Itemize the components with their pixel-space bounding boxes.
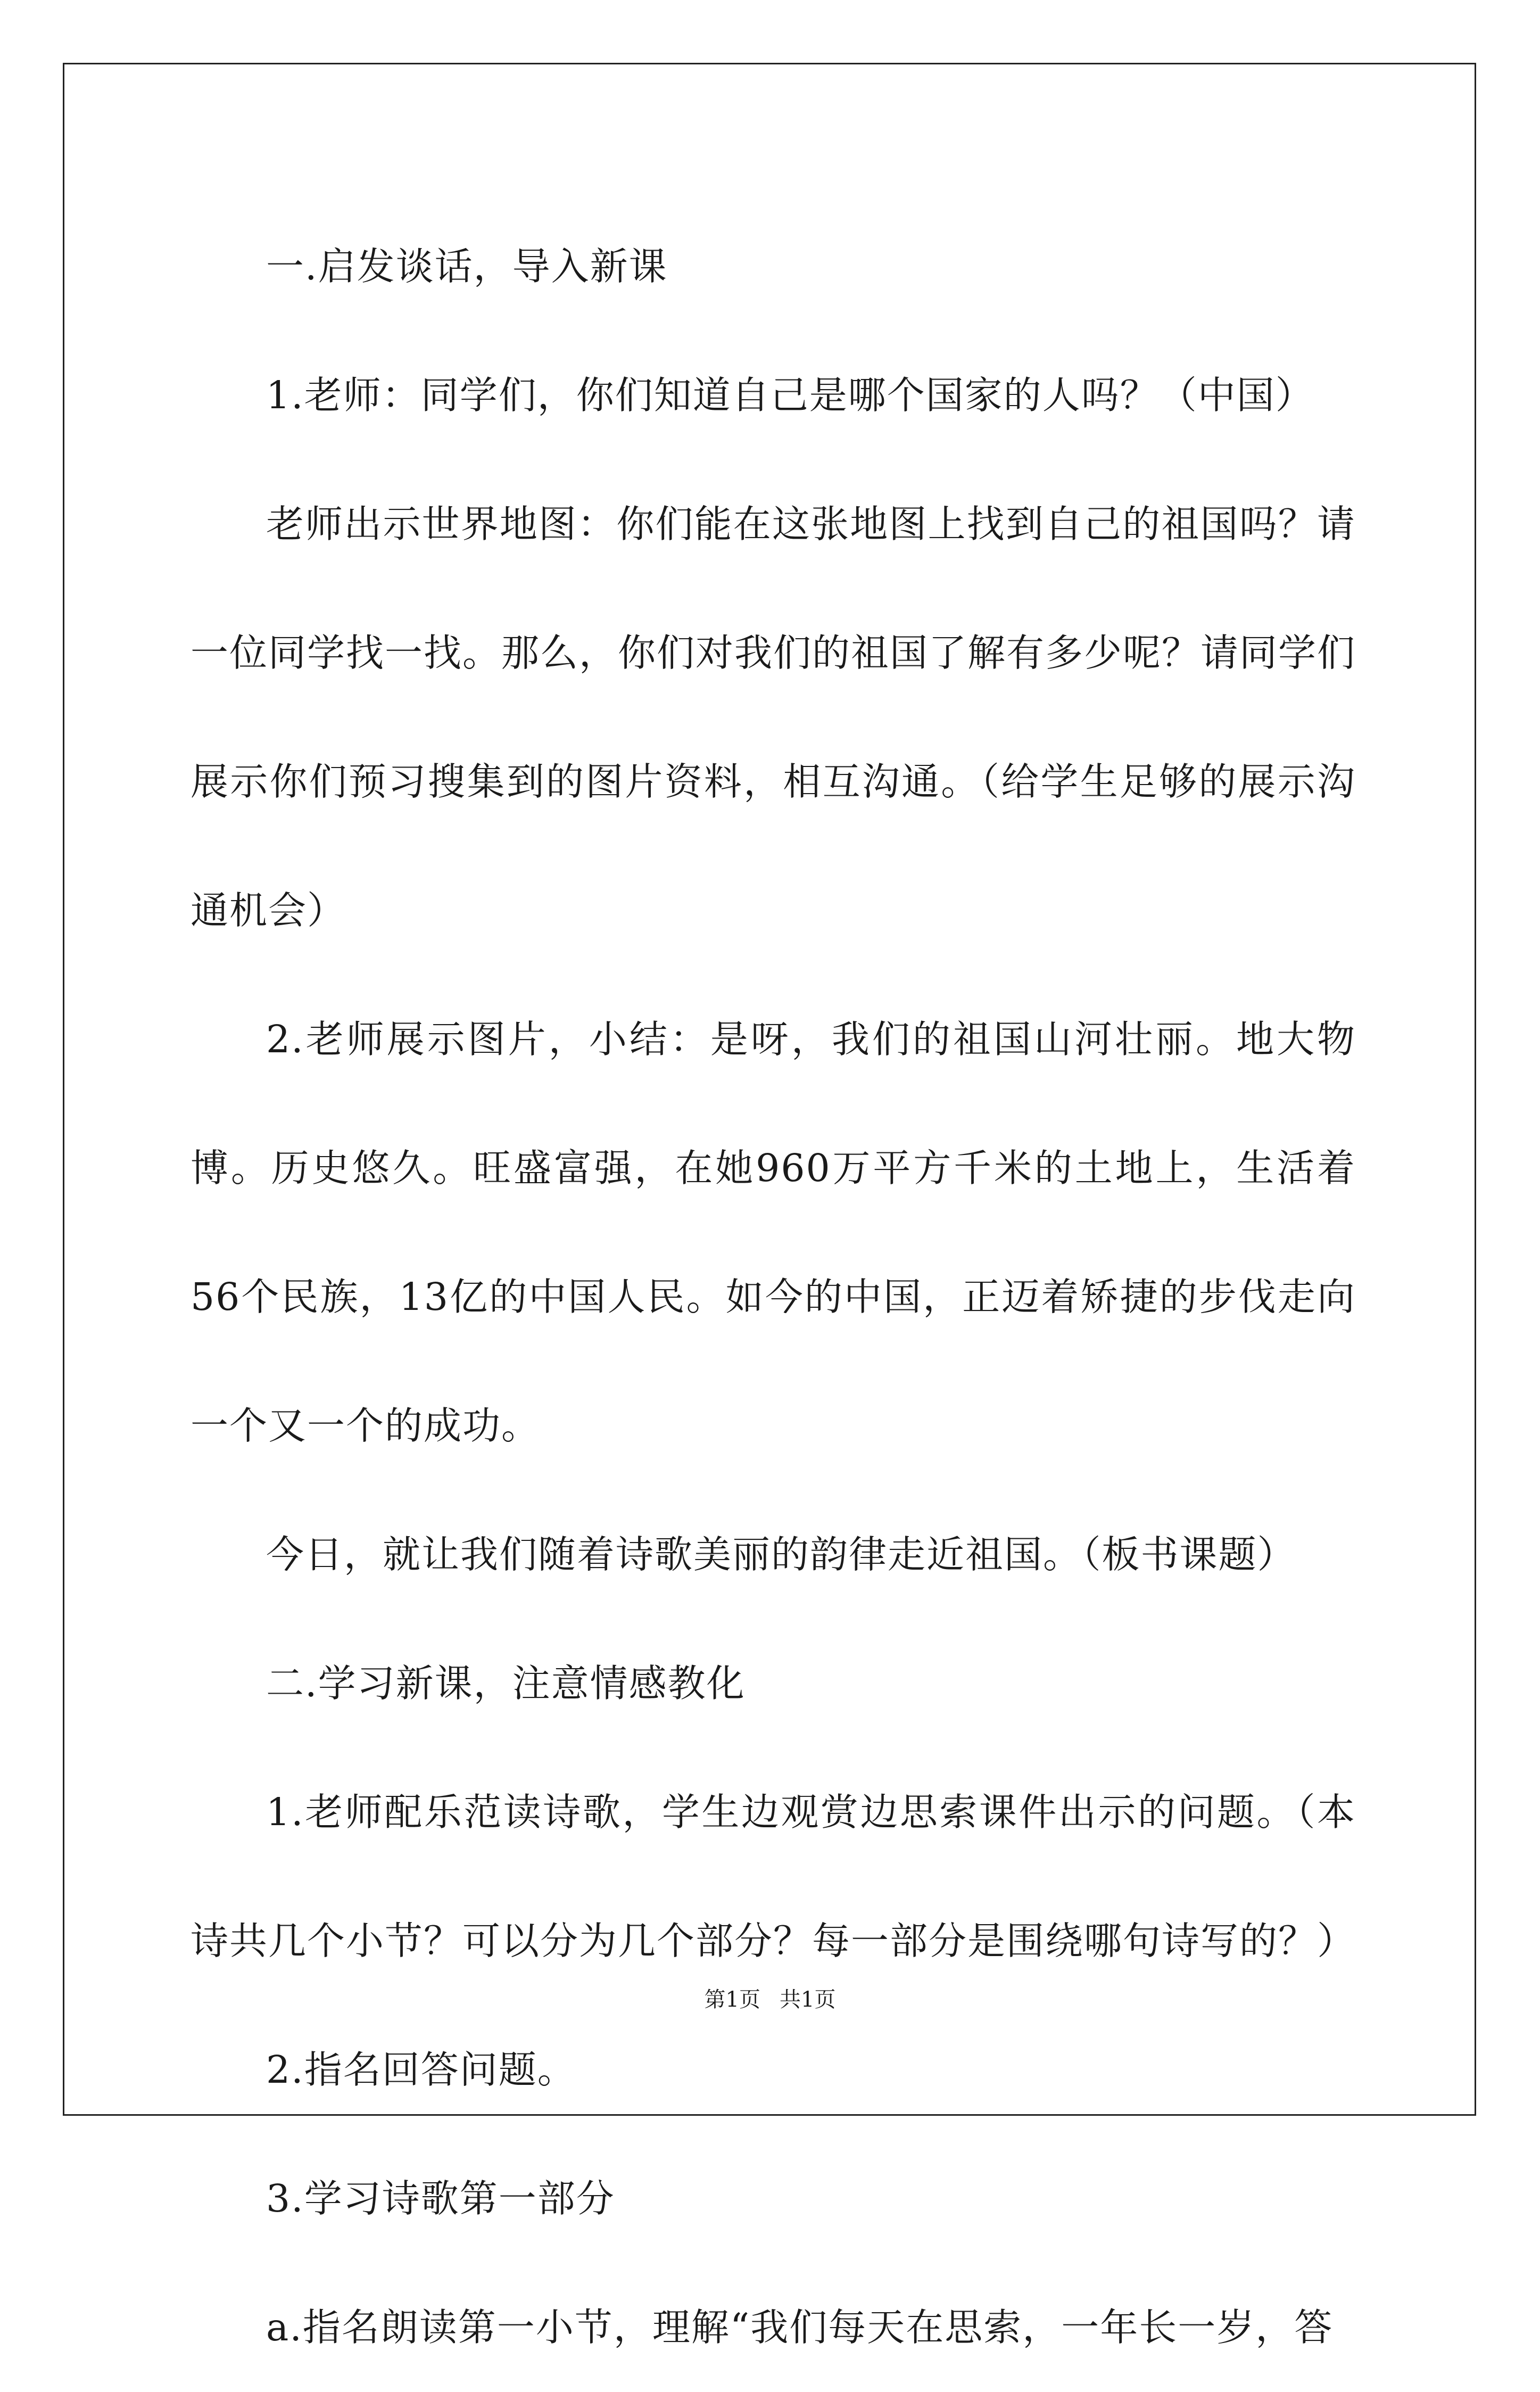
paragraph: 今日，就让我们随着诗歌美丽的韵律走近祖国。（板书课题） [266,1532,1296,1577]
paragraph: 2.指名回答问题。 [266,2048,576,2092]
page-total: 共1页 [780,1987,836,2012]
page-footer [0,1983,1540,2013]
paragraph: 老师出示世界地图：你们能在这张地图上找到自己的祖国吗？请一位同学找一找。那么，你们对我们的祖国了解有多少呢？请同学们展示你们预习搜集到的图片资料，相互沟通。（给学生足够的展示沟通机会） [191,502,1356,933]
page-number: 第1页 [704,1987,760,2012]
paragraph: 3.学习诗歌第一部分 [266,2176,615,2221]
document-body [191,202,1356,2392]
paragraph: a.指名朗读第一小节，理解“我们每天在思索，一年长一岁，答 [266,2305,1334,2349]
paragraph: 二.学习新课，注意情感教化 [266,1661,746,1705]
paragraph: 一.启发谈话，导入新课 [266,244,668,288]
paragraph: 1.老师：同学们，你们知道自己是哪个国家的人吗？（中国） [266,373,1314,417]
paragraph: 1.老师配乐范读诗歌，学生边观赏边思索课件出示的问题。（本诗共几个小节？可以分为几个部分？每一部分是围绕哪句诗写的？） [191,1790,1356,1963]
paragraph: 2.老师展示图片，小结：是呀，我们的祖国山河壮丽。地大物博。历史悠久。旺盛富强，在她960万平方千米的土地上，生活着56个民族，13亿的中国人民。如今的中国，正迈着矫捷的步伐走向一个又一个的成功。 [191,1017,1356,1448]
